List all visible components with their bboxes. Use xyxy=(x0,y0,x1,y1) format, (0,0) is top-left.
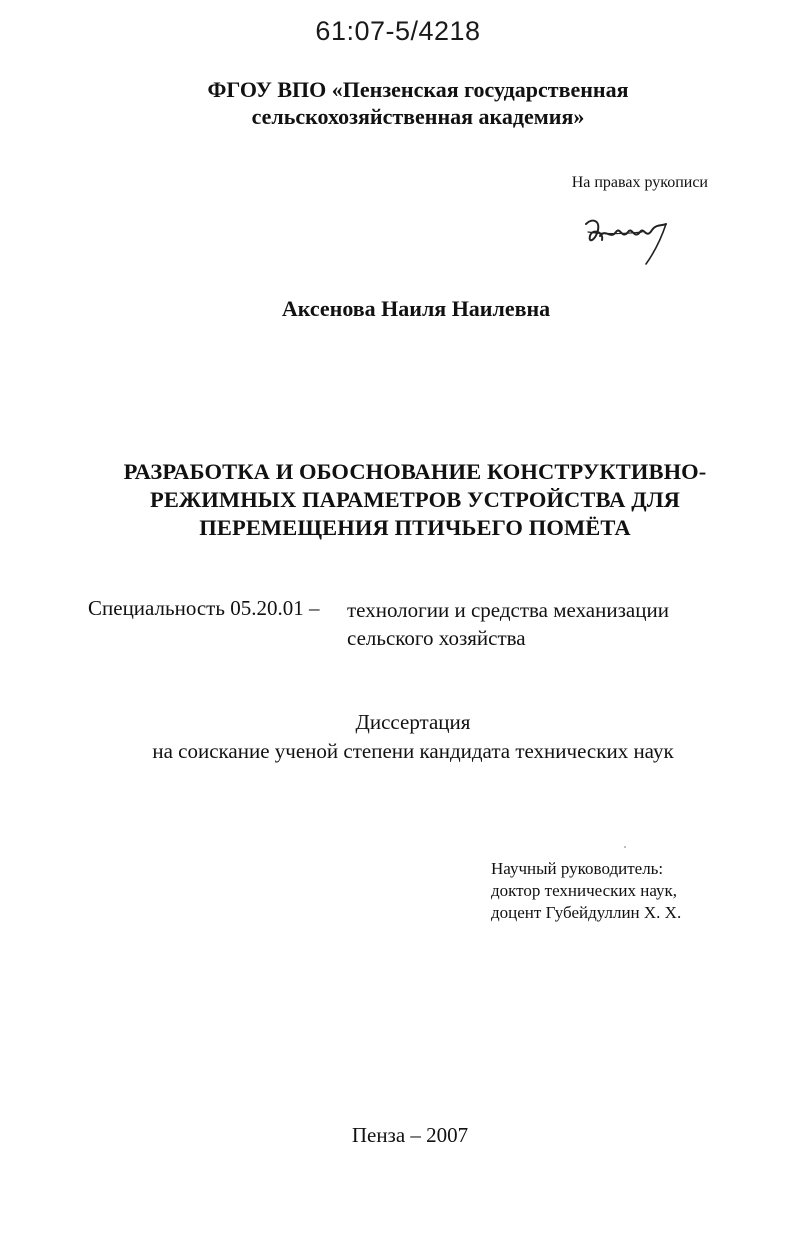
dissertation-title xyxy=(0,458,796,542)
scientific-advisor xyxy=(491,858,681,924)
manuscript-note: На правах рукописи xyxy=(571,174,708,191)
degree-statement: на соискание ученой степени кандидата технических наук xyxy=(152,739,674,763)
city-year: Пенза – 2007 xyxy=(351,1123,469,1147)
specialty-description-line-1: технологии и средства механизации xyxy=(347,598,669,622)
specialty-description-line-2: сельского хозяйства xyxy=(347,626,526,650)
advisor-line-1: Научный руководитель: xyxy=(491,859,664,878)
advisor-line-3: доцент Губейдуллин Х. Х. xyxy=(491,903,682,922)
title-line-1: РАЗРАБОТКА И ОБОСНОВАНИЕ КОНСТРУКТИВНО- xyxy=(123,459,707,484)
specialty-label: Специальность 05.20.01 – xyxy=(88,596,320,620)
advisor-line-2: доктор технических наук, xyxy=(491,881,678,900)
scan-speck xyxy=(624,846,626,848)
registry-code: 61:07-5/4218 xyxy=(315,16,481,46)
organization-line-2: сельскохозяйственная академия» xyxy=(251,104,585,129)
title-line-3: ПЕРЕМЕЩЕНИЯ ПТИЧЬЕГО ПОМЁТА xyxy=(199,515,631,540)
handwritten-signature xyxy=(582,210,682,266)
author-name: Аксенова Наиля Наилевна xyxy=(281,296,551,321)
dissertation-label: Диссертация xyxy=(355,710,471,734)
organization-line-1: ФГОУ ВПО «Пензенская государственная xyxy=(207,77,629,102)
title-line-2: РЕЖИМНЫХ ПАРАМЕТРОВ УСТРОЙСТВА ДЛЯ xyxy=(149,487,681,512)
organization-name xyxy=(0,76,796,130)
specialty-description xyxy=(347,596,669,652)
